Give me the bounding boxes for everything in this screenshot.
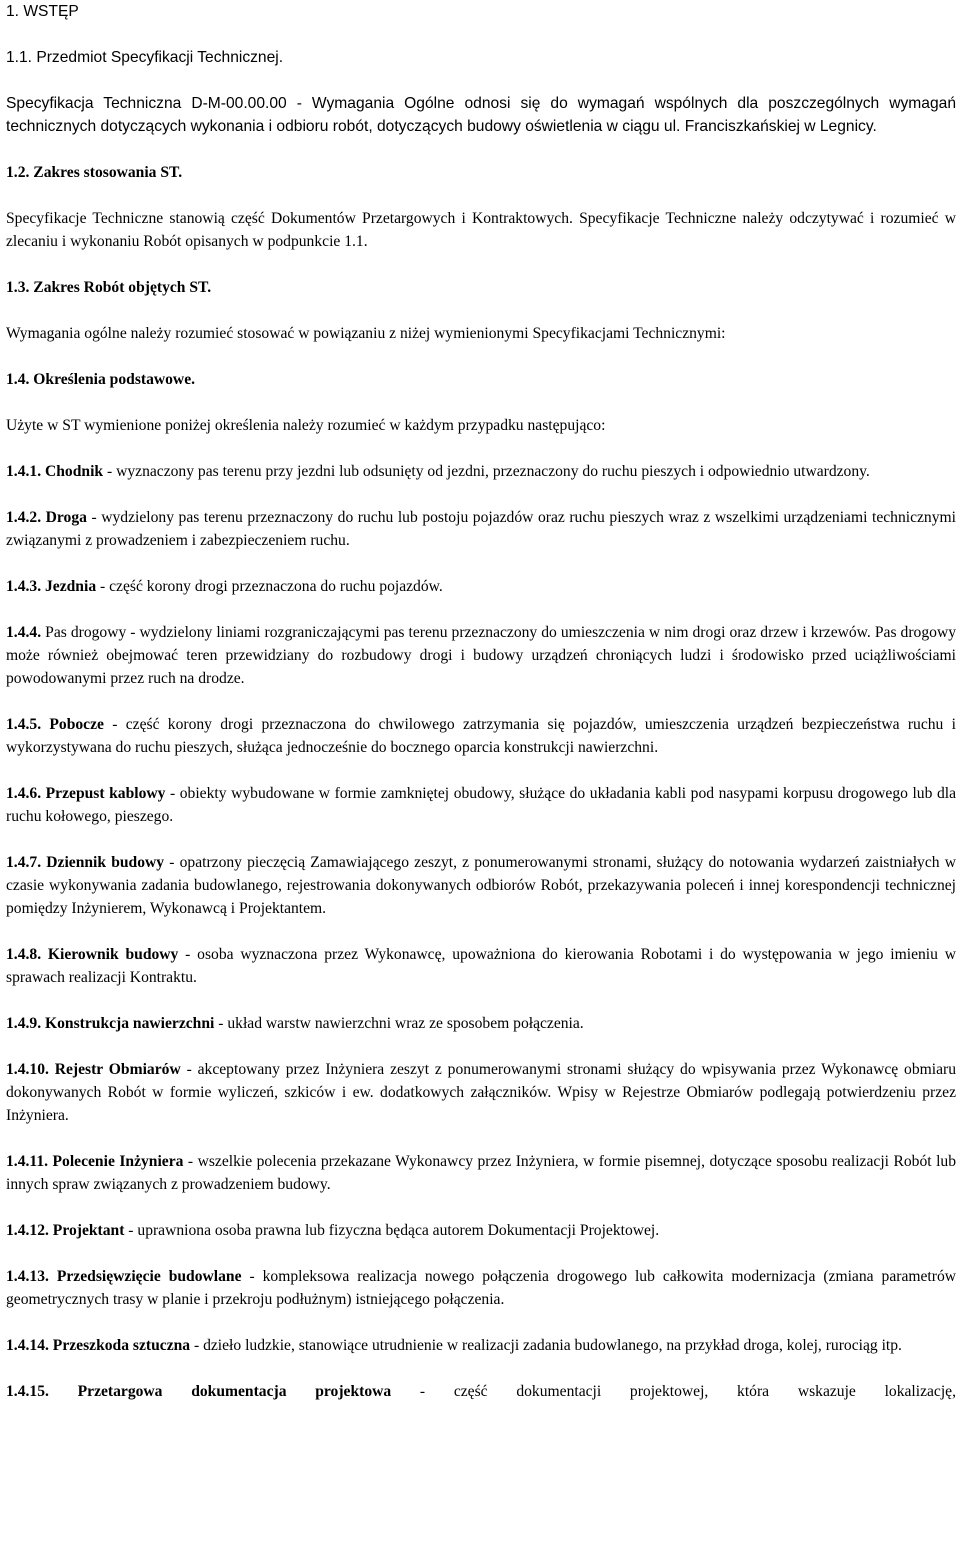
definition-term: Projektant — [52, 1222, 125, 1239]
definition-number: 1.4.4. — [6, 624, 42, 641]
definition-term: Droga — [45, 509, 87, 526]
definition-text: - akceptowany przez Inżyniera zeszyt z ponumerowanymi stronami służący do wpisywania przez Wykonawcę obmiaru dokonywanych Robót w formie wyliczeń, szkiców i ew. dodatkowych załączników. Wpisy w Rejestrze Obmiarów podlegają potwierdzeniu przez Inżyniera. — [6, 1061, 956, 1124]
definition-term: Rejestr Obmiarów — [54, 1061, 181, 1078]
definition-term: Konstrukcja nawierzchni — [45, 1015, 215, 1032]
definition-number: 1.4.2. — [6, 509, 42, 526]
definition-item — [6, 621, 956, 690]
definition-term: Przeszkoda sztuczna — [52, 1337, 191, 1354]
definition-item — [6, 782, 956, 828]
definition-term: Jezdnia — [45, 578, 97, 595]
definition-number: 1.4.7. — [6, 854, 42, 871]
definition-term: Przedsięwzięcie budowlane — [56, 1268, 242, 1285]
definition-item — [6, 851, 956, 920]
definition-term: Kierownik budowy — [47, 946, 179, 963]
definition-number: 1.4.13. — [6, 1268, 49, 1285]
definition-text: Pas drogowy - wydzielony liniami rozgraniczającymi pas terenu przeznaczony do umieszczenia w nim drogi oraz drzew i krzewów. Pas drogowy może również obejmować teren przewidziany do rozbudowy drogi i budowy urządzeń chroniących ludzi i środowisko przed uciążliwościami powodowanymi przez ruch na drodze. — [6, 624, 956, 687]
document-page — [6, 0, 956, 1403]
definition-term: Pobocze — [49, 716, 104, 733]
definition-text: - część korony drogi przeznaczona do ruchu pojazdów. — [96, 578, 443, 595]
heading-1-1: 1.1. Przedmiot Specyfikacji Technicznej. — [6, 49, 284, 66]
paragraph-1-2: Specyfikacje Techniczne stanowią część Dokumentów Przetargowych i Kontraktowych. Specyfikacje Techniczne należy odczytywać i rozumieć w zlecaniu i wykonaniu Robót opisanych w podpunkcie 1.1. — [6, 210, 956, 250]
definition-item — [6, 1012, 956, 1035]
definition-number: 1.4.1. — [6, 463, 42, 480]
definition-text: - obiekty wybudowane w formie zamkniętej obudowy, służące do układania kabli pod nasypami korpusu drogowego lub dla ruchu kołowego, pieszego. — [6, 785, 957, 825]
paragraph-1-1-b: ul. Franciszkańskiej w Legnicy. — [663, 118, 877, 135]
definition-number: 1.4.8. — [6, 946, 42, 963]
definition-item — [6, 1150, 956, 1196]
paragraph-1-4: Użyte w ST wymienione poniżej określenia należy rozumieć w każdym przypadku następująco: — [6, 417, 606, 434]
definition-text: - układ warstw nawierzchni wraz ze sposobem połączenia. — [214, 1015, 584, 1032]
paragraph-1-1 — [6, 92, 956, 138]
definition-number: 1.4.12. — [6, 1222, 49, 1239]
definition-number: 1.4.14. — [6, 1337, 49, 1354]
definition-text: - wszelkie polecenia przekazane Wykonawcy przez Inżyniera, w formie pisemnej, dotyczące sposobu realizacji Robót lub innych spraw związanych z prowadzeniem budowy. — [6, 1153, 956, 1193]
definition-text: - wydzielony pas terenu przeznaczony do ruchu lub postoju pojazdów oraz ruchu pieszych wraz z wszelkimi urządzeniami technicznymi związanymi z prowadzeniem i zabezpieczeniem ruchu. — [6, 509, 956, 549]
definition-text: - uprawniona osoba prawna lub fizyczna będąca autorem Dokumentacji Projektowej. — [124, 1222, 660, 1239]
definition-text: - kompleksowa realizacja nowego połączenia drogowego lub całkowita modernizacja (zmiana parametrów geometrycznych trasy w planie i przekroju podłużnym) istniejącego połączenia. — [6, 1268, 956, 1308]
definition-item — [6, 713, 956, 759]
definition-text: - opatrzony pieczęcią Zamawiającego zeszyt, z ponumerowanymi stronami, służący do notowania wydarzeń zaistniałych w czasie wykonywania zadania budowlanego, rejestrowania dokonywanych odbiorów Robót, przekazywania poleceń i innej korespondencji technicznej pomiędzy Inżynierem, Wykonawcą i Projektantem. — [6, 854, 956, 917]
definition-term: Polecenie Inżyniera — [52, 1153, 184, 1170]
definition-item — [6, 1334, 956, 1357]
definition-text: - osoba wyznaczona przez Wykonawcę, upoważniona do kierowania Robotami i do występowania w jego imieniu w sprawach realizacji Kontraktu. — [6, 946, 956, 986]
heading-1-2: 1.2. Zakres stosowania ST. — [6, 164, 183, 181]
definition-number: 1.4.3. — [6, 578, 42, 595]
definition-term: Chodnik — [45, 463, 104, 480]
definition-number: 1.4.5. — [6, 716, 42, 733]
definitions-list — [6, 460, 956, 1403]
definition-item — [6, 1219, 956, 1242]
definition-item — [6, 943, 956, 989]
definition-item — [6, 1380, 956, 1403]
paragraph-1-3: Wymagania ogólne należy rozumieć stosować w powiązaniu z niżej wymienionymi Specyfikacjami Technicznymi: — [6, 325, 726, 342]
heading-1-3: 1.3. Zakres Robót objętych ST. — [6, 279, 212, 296]
definition-text: - część korony drogi przeznaczona do chwilowego zatrzymania się pojazdów, umieszczenia urządzeń bezpieczeństwa ruchu i wykorzystywana do ruchu pieszych, służąca jednocześnie do bocznego oparcia konstrukcji nawierzchni. — [6, 716, 956, 756]
definition-number: 1.4.10. — [6, 1061, 49, 1078]
definition-item — [6, 575, 956, 598]
definition-term: Przepust kablowy — [45, 785, 166, 802]
definition-number: 1.4.6. — [6, 785, 42, 802]
definition-item — [6, 460, 956, 483]
definition-text: - część dokumentacji projektowej, która wskazuje lokalizację, — [391, 1383, 956, 1400]
definition-item — [6, 506, 956, 552]
definition-number: 1.4.15. — [6, 1383, 49, 1400]
definition-text: - wyznaczony pas terenu przy jezdni lub odsunięty od jezdni, przeznaczony do ruchu pieszych i odpowiednio utwardzony. — [103, 463, 870, 480]
definition-term: Dziennik budowy — [46, 854, 165, 871]
definition-text: - dzieło ludzkie, stanowiące utrudnienie w realizacji zadania budowlanego, na przykład droga, kolej, rurociąg itp. — [190, 1337, 902, 1354]
definition-term: Przetargowa dokumentacja projektowa — [77, 1383, 392, 1400]
definition-item — [6, 1265, 956, 1311]
definition-number: 1.4.11. — [6, 1153, 49, 1170]
paragraph-1-1-a: Specyfikacja Techniczna D-M-00.00.00 - Wymagania Ogólne odnosi się do wymagań wspólnych dla poszczególnych wymagań technicznych dotyczących wykonania i odbioru robót, dotyczących budowy oświetlenia w ciągu — [6, 95, 956, 135]
heading-1-4: 1.4. Określenia podstawowe. — [6, 371, 196, 388]
definition-item — [6, 1058, 956, 1127]
heading-wstep: 1. WSTĘP — [6, 3, 79, 20]
definition-number: 1.4.9. — [6, 1015, 42, 1032]
